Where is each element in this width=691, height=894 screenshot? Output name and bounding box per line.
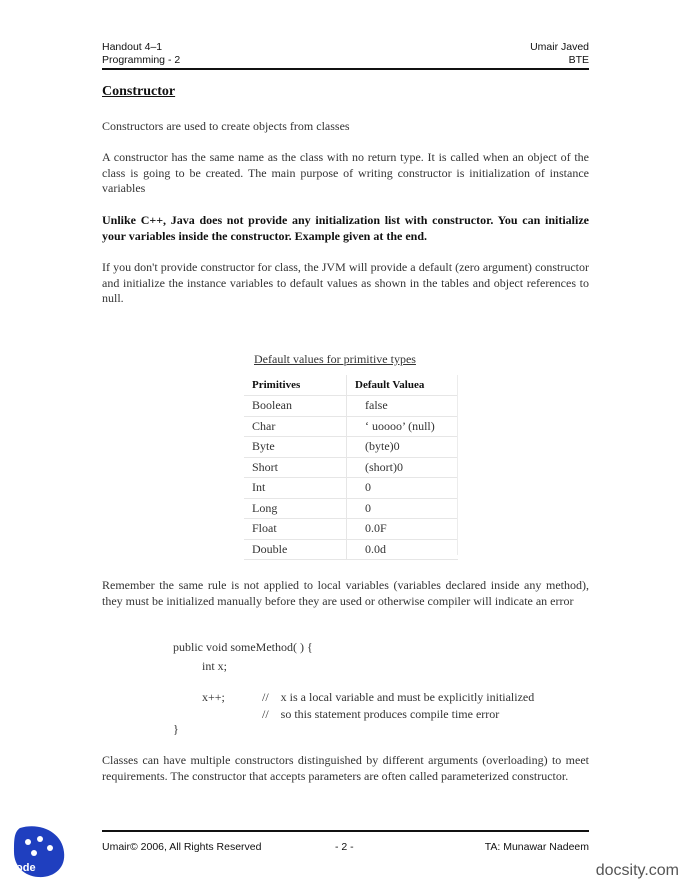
table-cell: Float bbox=[244, 519, 347, 540]
paragraph-intro: Constructors are used to create objects from classes bbox=[102, 119, 350, 133]
section-title: Constructor bbox=[102, 84, 176, 99]
table-cell: Short bbox=[244, 457, 347, 478]
page-number: - 2 - bbox=[335, 841, 354, 853]
code-comment: // so this statement produces compile time error bbox=[262, 707, 500, 721]
table-row bbox=[244, 457, 458, 478]
table-cell: Char bbox=[244, 416, 347, 437]
paragraph-overloading: Classes can have multiple constructors distinguished by different arguments (overloading) to meet requirements. The constructor that accepts parameters are often called parameterized constructor. bbox=[102, 753, 589, 783]
table-row bbox=[244, 416, 458, 437]
program-label: BTE bbox=[568, 54, 589, 66]
table-cell: ‘ uoooo’ (null) bbox=[347, 416, 459, 437]
table-cell: Double bbox=[244, 539, 347, 560]
code-line: x++; bbox=[202, 690, 225, 704]
table-cell: (short)0 bbox=[347, 457, 459, 478]
code-line: int x; bbox=[202, 659, 228, 673]
table-header-cell: Default Valuea bbox=[355, 379, 425, 391]
paragraph-default-constructor: If you don't provide constructor for class, the JVM will provide a default (zero argument) constructor and initialize the instance variables to default values as shown in the tables and object references to null. bbox=[102, 260, 589, 305]
table-cell: 0.0F bbox=[347, 519, 459, 540]
author-label: Umair Javed bbox=[530, 41, 589, 53]
paragraph-definition: A constructor has the same name as the class with no return type. It is called when an object of the class is going to be created. The main purpose of writing constructor is initialization of instance variables bbox=[102, 150, 589, 195]
header-right bbox=[530, 41, 589, 67]
table-row bbox=[244, 498, 458, 519]
code-line: } bbox=[173, 722, 179, 736]
table-cell: 0 bbox=[347, 498, 459, 519]
footer-divider bbox=[102, 830, 589, 832]
table-cell: 0 bbox=[347, 478, 459, 499]
table-cell: false bbox=[347, 396, 459, 417]
table-cell: Byte bbox=[244, 437, 347, 458]
table-cell: (byte)0 bbox=[347, 437, 459, 458]
table-cell: 0.0d bbox=[347, 539, 459, 560]
table-header-row bbox=[244, 375, 458, 396]
table-border bbox=[457, 375, 458, 555]
handout-label: Handout 4–1 bbox=[102, 41, 163, 53]
table-cell: Long bbox=[244, 498, 347, 519]
table-caption: Default values for primitive types bbox=[254, 352, 416, 366]
table-cell: Boolean bbox=[244, 396, 347, 417]
footer-copyright: Umair© 2006, All Rights Reserved bbox=[102, 841, 262, 853]
table-row bbox=[244, 478, 458, 499]
footer-ta: TA: Munawar Nadeem bbox=[484, 841, 589, 853]
table-row bbox=[244, 539, 458, 560]
paragraph-local-variables: Remember the same rule is not applied to local variables (variables declared inside any method), they must be initialized manually before they are used or otherwise compiler will indicate an error bbox=[102, 578, 589, 608]
table-cell: Int bbox=[244, 478, 347, 499]
code-line: public void someMethod( ) { bbox=[173, 640, 313, 654]
default-values-table bbox=[244, 375, 458, 560]
table-row bbox=[244, 396, 458, 417]
table-row bbox=[244, 437, 458, 458]
logo-text: ode bbox=[16, 862, 36, 874]
table-header-cell: Primitives bbox=[244, 375, 347, 396]
header-divider bbox=[102, 68, 589, 70]
header-left bbox=[102, 41, 180, 67]
table-row bbox=[244, 519, 458, 540]
paragraph-cpp-note: Unlike C++, Java does not provide any initialization list with constructor. You can initialize your variables inside the constructor. Example given at the end. bbox=[102, 213, 589, 243]
course-label: Programming - 2 bbox=[102, 54, 181, 66]
watermark: docsity.com bbox=[595, 862, 679, 879]
code-comment: // x is a local variable and must be explicitly initialized bbox=[262, 690, 535, 704]
docsity-logo-icon bbox=[10, 822, 68, 880]
